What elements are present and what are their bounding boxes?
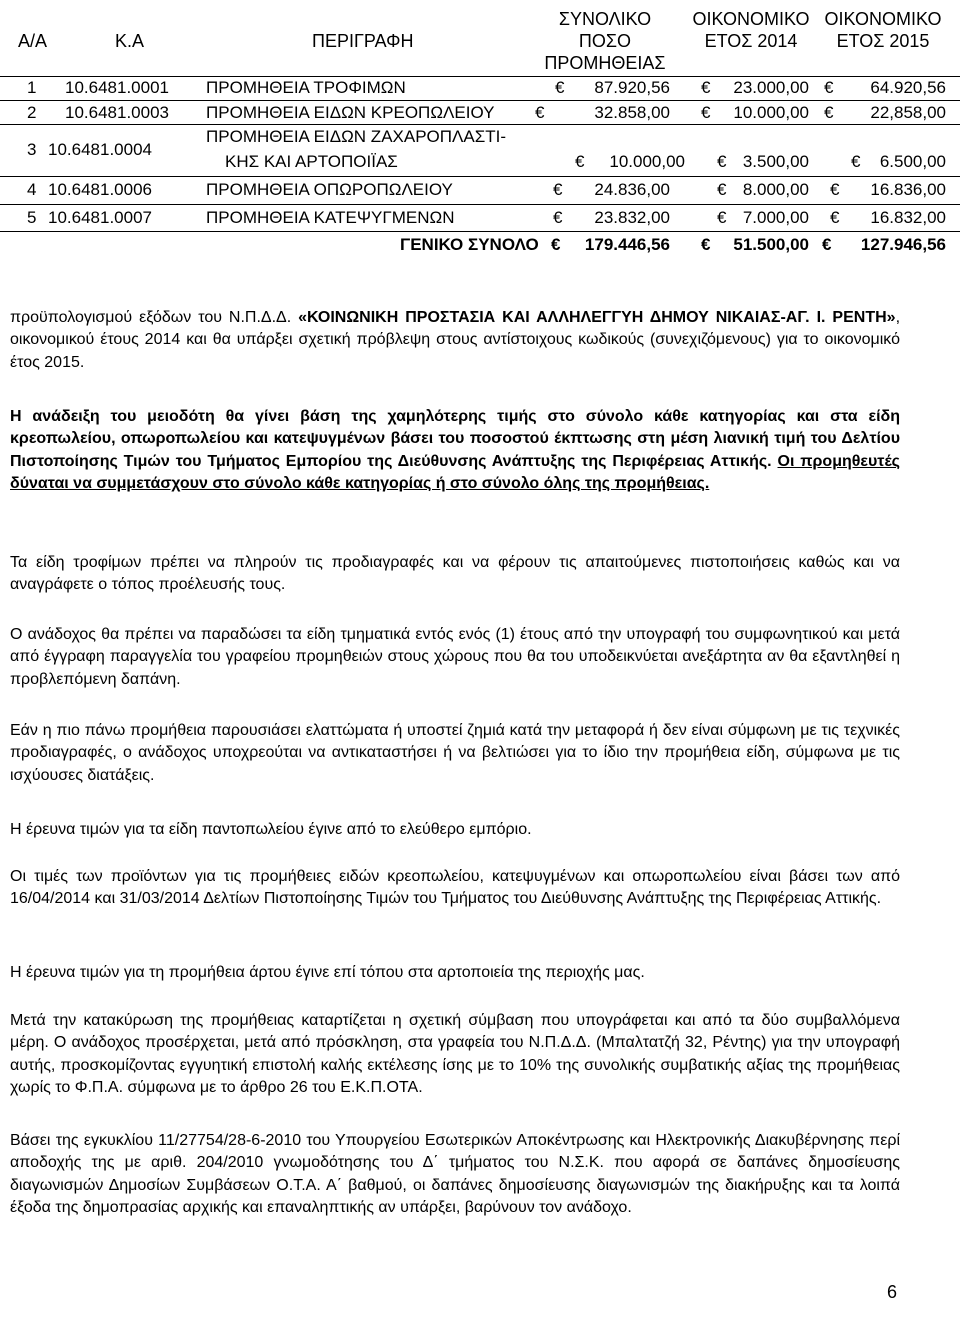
euro-icon: €: [717, 180, 727, 199]
euro-icon: €: [555, 78, 565, 97]
row-2015: [824, 103, 946, 123]
row-2014-value: 7.000,00: [742, 208, 809, 227]
row-total: [553, 180, 670, 200]
euro-icon: €: [830, 180, 840, 199]
paragraph-text: Η ανάδειξη του μειοδότη θα γίνει βάση της χαμηλότερης τιμής στο σύνολο κάθε κατηγορίας και στα είδη κρεοπωλείου, οπωροπωλείου και κατεψυγμένων βάσει του ποσοστού έκπτωσης στη μέση λιανική τιμή του Δελτίου Πιστοποίησης Τιμών του Τμήματος Εμπορίου της Διεύθυνσης Ανάπτυξης της Περιφέρειας Αττικής.: [10, 408, 900, 470]
row-2015-value: 64.920,56: [870, 78, 946, 97]
row-aa: 5: [27, 208, 37, 227]
row-2015-value: 16.836,00: [870, 180, 946, 199]
row-total-value: 87.920,56: [594, 78, 670, 97]
header-total-line1: ΣΥΝΟΛΙΚΟ: [558, 9, 652, 29]
paragraph-defects: Εάν η πιο πάνω προμήθεια παρουσιάσει ελαττώματα ή υποστεί ζημιά κατά την μεταφορά ή δεν είναι σύμφωνη με τις τεχνικές προδιαγραφές, ο ανάδοχος υποχρεούται να αντικαταστήσει ή να βελτιώσει για το ίδιο την προμήθεια είδη, σύμφωνα με τις ισχύουσες διατάξεις.: [10, 722, 900, 784]
row-divider: [0, 176, 960, 177]
row-2015: [824, 78, 946, 98]
header-description: ΠΕΡΙΓΡΑΦΗ: [312, 31, 414, 51]
row-2015: [830, 180, 946, 200]
row-description-line1: ΠΡΟΜΗΘΕΙΑ ΕΙΔΩΝ ΖΑΧΑΡΟΠΛΑΣΤΙ-: [206, 127, 507, 146]
page-number: 6: [887, 1282, 898, 1302]
euro-icon: €: [851, 152, 861, 171]
paragraph-text: , οικονομικού έτους 2014 και θα υπάρξει σχετική πρόβλεψη στους αντίστοιχους κωδικούς (συνεχιζόμενους) για το οικονομικό έτος 2015.: [10, 309, 901, 371]
row-ka: 10.6481.0001: [65, 78, 169, 97]
row-ka: 10.6481.0004: [48, 140, 152, 159]
paragraph-text: προϋπολογισμού εξόδων του Ν.Π.Δ.Δ.: [10, 309, 299, 326]
euro-icon: €: [553, 208, 563, 227]
paragraph-grocery-survey: Η έρευνα τιμών για τα είδη παντοπωλείου έγινε από το ελεύθερο εμπόριο.: [10, 821, 532, 838]
euro-icon: €: [575, 152, 585, 171]
paragraph-contract: Μετά την κατακύρωση της προμήθειας καταρτίζεται η σχετική σύμβαση που υπογράφεται και από τα δύο συμβαλλόμενα μέρη. Ο ανάδοχος προσέρχεται, μετά από πρόσκληση, στα γραφεία του Ν.Π.Δ.Δ. (Μπαλτατζή 32, Ρέντης) για την υπογραφή αυτής, προσκομίζοντας εγγυητική επιστολή καλής εκτέλεσης ίσης με το 10% της συνολικής συμβατικής αξίας της προμήθειας χωρίς το Φ.Π.Α. σύμφωνα με το άρθρο 26 του Ε.Κ.Π.ΟΤΑ.: [10, 1012, 900, 1097]
row-2014-value: 23.000,00: [733, 78, 809, 97]
header-2015-line1: ΟΙΚΟΝΟΜΙΚΟ: [824, 9, 942, 29]
row-ka: 10.6481.0003: [65, 103, 169, 122]
row-2015: [830, 208, 946, 228]
row-2014: [717, 180, 809, 200]
paragraph-price-bulletins: Οι τιμές των προϊόντων για τις προμήθειες ειδών κρεοπωλείου, κατεψυγμένων και οπωροπωλείου είναι βάσει των από 16/04/2014 και 31/03/2014 Δελτίων Πιστοποίησης Τιμών του Τμήματος του Διεύθυνσης Ανάπτυξης της Περιφέρειας Αττικής.: [10, 868, 900, 908]
row-2014: [701, 103, 809, 123]
euro-icon: €: [701, 103, 711, 122]
paragraph-award-criteria: [10, 406, 900, 496]
header-divider: [0, 76, 960, 77]
row-divider: [0, 231, 960, 232]
euro-icon: €: [822, 235, 832, 254]
grand-total-2014: [701, 235, 809, 255]
euro-icon: €: [701, 78, 711, 97]
row-divider: [0, 204, 960, 205]
euro-icon: €: [535, 103, 545, 122]
euro-icon: €: [551, 235, 561, 254]
row-aa: 1: [27, 78, 37, 97]
row-2015-value: 22,858,00: [870, 103, 946, 122]
header-aa: Α/Α: [18, 31, 48, 51]
row-total-value: 24.836,00: [594, 180, 670, 199]
paragraph-publication-costs: Βάσει της εγκυκλίου 11/27754/28-6-2010 του Υπουργείου Εσωτερικών Αποκέντρωσης και Ηλεκτρονικής Διακυβέρνησης περί αποδοχής της με αριθ. 204/2010 γνωμοδότησης του Δ΄ τμήματος του Ν.Σ.Κ. που αφορά σε δαπάνες δημοσίευσης διαγωνισμών Δημοσίων Συμβάσεων Ο.Τ.Α. Α΄ βαθμού, οι δαπάνες δημοσίευσης διαγωνισμών της διακήρυξης και τα λοιπά έξοδα της δημοπρασίας αρχικής και επαναληπτικής αν υπάρξει, βαρύνουν τον ανάδοχο.: [10, 1132, 900, 1217]
row-aa: 2: [27, 103, 37, 122]
row-2014: [717, 152, 809, 172]
row-description: ΠΡΟΜΗΘΕΙΑ ΤΡΟΦΙΜΩΝ: [206, 78, 406, 97]
paragraph-delivery: Ο ανάδοχος θα πρέπει να παραδώσει τα είδη τμηματικά εντός ενός (1) έτους από την υπογραφή του συμφωνητικού και μετά από έγγραφη παραγγελία του γραφείου προμηθειών στους χώρους που θα του υποδεικνύεται ανεξάρτητα αν θα εξαντληθεί η προβλεπόμενη δαπάνη.: [10, 626, 900, 688]
grand-total-label: ΓΕΝΙΚΟ ΣΥΝΟΛΟ: [400, 235, 539, 254]
euro-icon: €: [553, 180, 563, 199]
row-divider: [0, 124, 960, 125]
row-divider: [0, 100, 960, 101]
row-description: ΠΡΟΜΗΘΕΙΑ ΕΙΔΩΝ ΚΡΕΟΠΩΛΕΙΟΥ: [206, 103, 495, 122]
euro-icon: €: [830, 208, 840, 227]
grand-total-2015-value: 127.946,56: [860, 235, 946, 254]
row-aa: 4: [27, 180, 37, 199]
row-total-value: 23.832,00: [594, 208, 670, 227]
row-description: ΠΡΟΜΗΘΕΙΑ ΚΑΤΕΨΥΓΜΕΝΩΝ: [206, 208, 455, 227]
grand-total-2015: [822, 235, 946, 255]
row-2014: [717, 208, 809, 228]
row-total: [555, 78, 670, 98]
row-ka: 10.6481.0007: [48, 208, 152, 227]
row-2014: [701, 78, 809, 98]
header-total: [540, 8, 670, 74]
row-total: [575, 152, 685, 172]
row-ka: 10.6481.0006: [48, 180, 152, 199]
header-2014-line2: ΕΤΟΣ 2014: [704, 31, 798, 51]
row-2015-value: 16.832,00: [870, 208, 946, 227]
row-2014-value: 8.000,00: [742, 180, 809, 199]
paragraph-bread-survey: Η έρευνα τιμών για τη προμήθεια άρτου έγινε επί τόπου στα αρτοποιεία της περιοχής μας.: [10, 964, 645, 981]
euro-icon: €: [717, 208, 727, 227]
header-2015-line2: ΕΤΟΣ 2015: [836, 31, 930, 51]
header-total-line3: ΠΡΟΜΗΘΕΙΑΣ: [544, 53, 666, 73]
paragraph-budget-provision: [10, 307, 900, 374]
organization-name: «ΚΟΙΝΩΝΙΚΗ ΠΡΟΣΤΑΣΙΑ ΚΑΙ ΑΛΛΗΛΕΓΓΥΗ ΔΗΜΟΥ ΝΙΚΑΙΑΣ-ΑΓ. Ι. ΡΕΝΤΗ»: [298, 309, 896, 326]
grand-total-2014-value: 51.500,00: [733, 235, 809, 254]
row-2014-value: 10.000,00: [733, 103, 809, 122]
row-total: [553, 208, 670, 228]
grand-total-amount: 179.446,56: [584, 235, 670, 254]
row-total-value: 32.858,00: [594, 103, 670, 122]
header-year-2014: [683, 8, 819, 52]
euro-icon: €: [824, 78, 834, 97]
row-2015-value: 6.500,00: [879, 152, 946, 171]
row-2014-value: 3.500,00: [742, 152, 809, 171]
euro-icon: €: [701, 235, 711, 254]
row-description-line2: ΚΗΣ ΚΑΙ ΑΡΤΟΠΟΙΪΑΣ: [225, 152, 398, 171]
row-aa: 3: [27, 140, 37, 159]
header-ka: Κ.Α: [115, 31, 145, 51]
euro-icon: €: [717, 152, 727, 171]
header-2014-line1: ΟΙΚΟΝΟΜΙΚΟ: [692, 9, 810, 29]
row-description: ΠΡΟΜΗΘΕΙΑ ΟΠΩΡΟΠΩΛΕΙΟΥ: [206, 180, 453, 199]
row-total-value: 10.000,00: [609, 152, 685, 171]
row-2015: [851, 152, 946, 172]
header-total-line2: ΠΟΣΟ: [578, 31, 632, 51]
row-total: [535, 103, 670, 123]
paragraph-food-specs: Τα είδη τροφίμων πρέπει να πληρούν τις προδιαγραφές και να φέρουν τις απαιτούμενες πιστοποιήσεις καθώς και να αναγράφετε ο τόπος προέλευσής τους.: [10, 554, 900, 594]
header-year-2015: [812, 8, 954, 52]
euro-icon: €: [824, 103, 834, 122]
participation-note: Οι προμηθευτές δύναται να συμμετάσχουν στο σύνολο κάθε κατηγορίας ή στο σύνολο όλης της προμήθειας.: [10, 452, 900, 493]
grand-total-value: [551, 235, 670, 255]
